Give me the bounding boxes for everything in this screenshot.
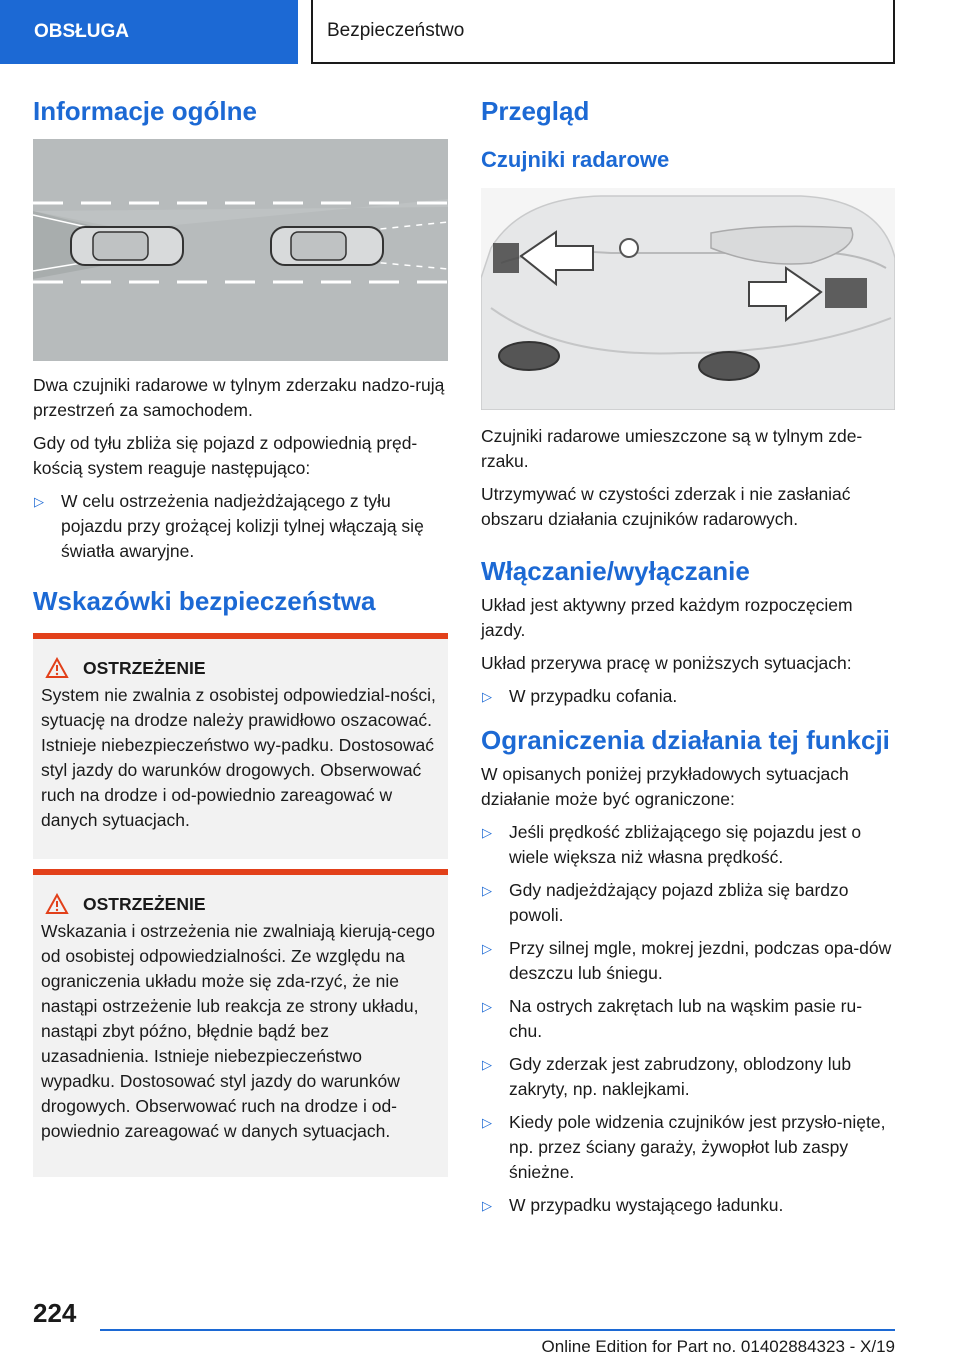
general-heading: Informacje ogólne xyxy=(33,96,257,126)
road-diagram xyxy=(33,139,448,361)
sensors-paragraph-2: Utrzymywać w czystości zderzak i nie zasłaniać obszaru działania czujników radarowych. xyxy=(481,483,851,529)
bullet-triangle-icon: ▷ xyxy=(482,824,492,840)
bullet-triangle-icon: ▷ xyxy=(34,494,44,510)
header-chapter-label: Bezpieczeństwo xyxy=(327,20,465,41)
warning-triangle-icon xyxy=(45,657,69,679)
left-sensor-marker xyxy=(493,243,519,273)
warning-title-text: OSTRZEŻENIE xyxy=(83,657,206,678)
onoff-heading: Włączanie/wyłączanie xyxy=(481,555,750,586)
onoff-paragraph-1: Układ jest aktywny przed każdym rozpoczęciem jazdy. xyxy=(481,594,853,640)
bullet-triangle-icon: ▷ xyxy=(482,1114,492,1130)
onoff-bullet-list xyxy=(481,684,895,709)
footer-divider xyxy=(100,1329,895,1331)
list-item xyxy=(481,878,895,928)
rear-car xyxy=(71,227,183,265)
limits-paragraph-1: W opisanych poniżej przykładowych sytuacjach działanie może być ograniczone: xyxy=(481,763,849,809)
general-paragraph-2: Gdy od tyłu zbliża się pojazd z odpowiednią pręd-kością system reaguje następująco: xyxy=(33,433,418,479)
warning-triangle-icon xyxy=(45,893,69,915)
list-item-text: Gdy nadjeżdżający pojazd zbliża się bardzo powoli. xyxy=(509,879,849,925)
list-item-text: Na ostrych zakrętach lub na wąskim pasie ru-chu. xyxy=(509,995,863,1041)
sensors-heading: Czujniki radarowe xyxy=(481,147,670,173)
left-column xyxy=(33,96,448,1177)
warning-box xyxy=(33,633,448,859)
list-item xyxy=(33,489,448,564)
list-item-text: W celu ostrzeżenia nadjeżdżającego z tyłu pojazdu przy grożącej kolizji tylnej włączają się światła awaryjne. xyxy=(61,491,424,562)
bullet-triangle-icon: ▷ xyxy=(482,1056,492,1072)
list-item xyxy=(481,1193,895,1218)
safety-heading: Wskazówki bezpieczeństwa xyxy=(33,586,376,617)
list-item xyxy=(481,820,895,870)
right-column xyxy=(481,96,895,1226)
page-number: 224 xyxy=(33,1298,77,1328)
sensors-paragraph-1: Czujniki radarowe umieszczone są w tylnym zde-rzaku. xyxy=(481,425,863,471)
car-rear-drawing xyxy=(481,188,895,410)
onoff-paragraph-2: Układ przerywa pracę w poniższych sytuacjach: xyxy=(481,652,852,673)
warning-title xyxy=(41,893,440,915)
list-item xyxy=(481,1110,895,1185)
header-section-tab xyxy=(0,0,298,64)
list-item-text: W przypadku wystającego ładunku. xyxy=(509,1194,784,1215)
bullet-triangle-icon: ▷ xyxy=(482,688,492,704)
list-item-text: W przypadku cofania. xyxy=(509,685,678,706)
list-item xyxy=(481,936,895,986)
header-chapter-box xyxy=(311,0,895,64)
list-item xyxy=(481,994,895,1044)
right-sensor-marker xyxy=(825,278,867,308)
header-section-label: OBSŁUGA xyxy=(34,21,129,42)
list-item-text: Gdy zderzak jest zabrudzony, oblodzony lub zakryty, np. naklejkami. xyxy=(509,1053,852,1099)
edition-footer: Online Edition for Part no. 01402884323 - X/19 xyxy=(541,1337,895,1356)
bullet-triangle-icon: ▷ xyxy=(482,882,492,898)
car-rear-illustration xyxy=(481,188,895,410)
front-car xyxy=(271,227,383,265)
warning-title-text: OSTRZEŻENIE xyxy=(83,893,206,914)
bullet-triangle-icon: ▷ xyxy=(482,998,492,1014)
overview-heading: Przegląd xyxy=(481,96,590,126)
warning-text: Wskazania i ostrzeżenia nie zwalniają kierują-cego od osobistej odpowiedzialności. Ze względu na ograniczenia układu może się zda-rzyć, że nie nastąpi ostrzeżenie lub reakcja ze strony układu, nastąpi zbyt późno, błędnie bądź bez uzasadnienia. Istnieje niebezpieczeństwo wypadku. Dostosować styl jazdy do warunków drogowych. Obserwować ruch na drodze i od-powiednio zareagować w danych sytuacjach. xyxy=(41,921,435,1142)
warning-text: System nie zwalnia z osobistej odpowiedzial-ności, sytuację na drodze należy prawidłowo oszacować. Istnieje niebezpieczeństwo wy-padku. Dostosować styl jazdy do warunków drogowych. Obserwować ruch na drodze i od-powiednio zareagować w danych sytuacjach. xyxy=(41,685,436,831)
general-paragraph-1: Dwa czujniki radarowe w tylnym zderzaku nadzo-rują przestrzeń za samochodem. xyxy=(33,375,445,421)
list-item xyxy=(481,684,895,709)
limits-bullet-list xyxy=(481,820,895,1218)
warning-title xyxy=(41,657,440,679)
limits-heading: Ograniczenia działania tej funkcji xyxy=(481,724,890,755)
warning-box xyxy=(33,869,448,1177)
list-item-text: Jeśli prędkość zbliżającego się pojazdu jest o wiele większa niż własna prędkość. xyxy=(509,821,862,867)
list-item xyxy=(481,1052,895,1102)
list-item-text: Kiedy pole widzenia czujników jest przysło-nięte, np. przez ściany garaży, żywopłot lub zaspy śnieżne. xyxy=(509,1111,886,1182)
general-bullet-list xyxy=(33,489,448,564)
radar-zones-illustration xyxy=(33,139,448,361)
bullet-triangle-icon: ▷ xyxy=(482,940,492,956)
bullet-triangle-icon: ▷ xyxy=(482,1197,492,1213)
list-item-text: Przy silnej mgle, mokrej jezdni, podczas opa-dów deszczu lub śniegu. xyxy=(509,937,892,983)
